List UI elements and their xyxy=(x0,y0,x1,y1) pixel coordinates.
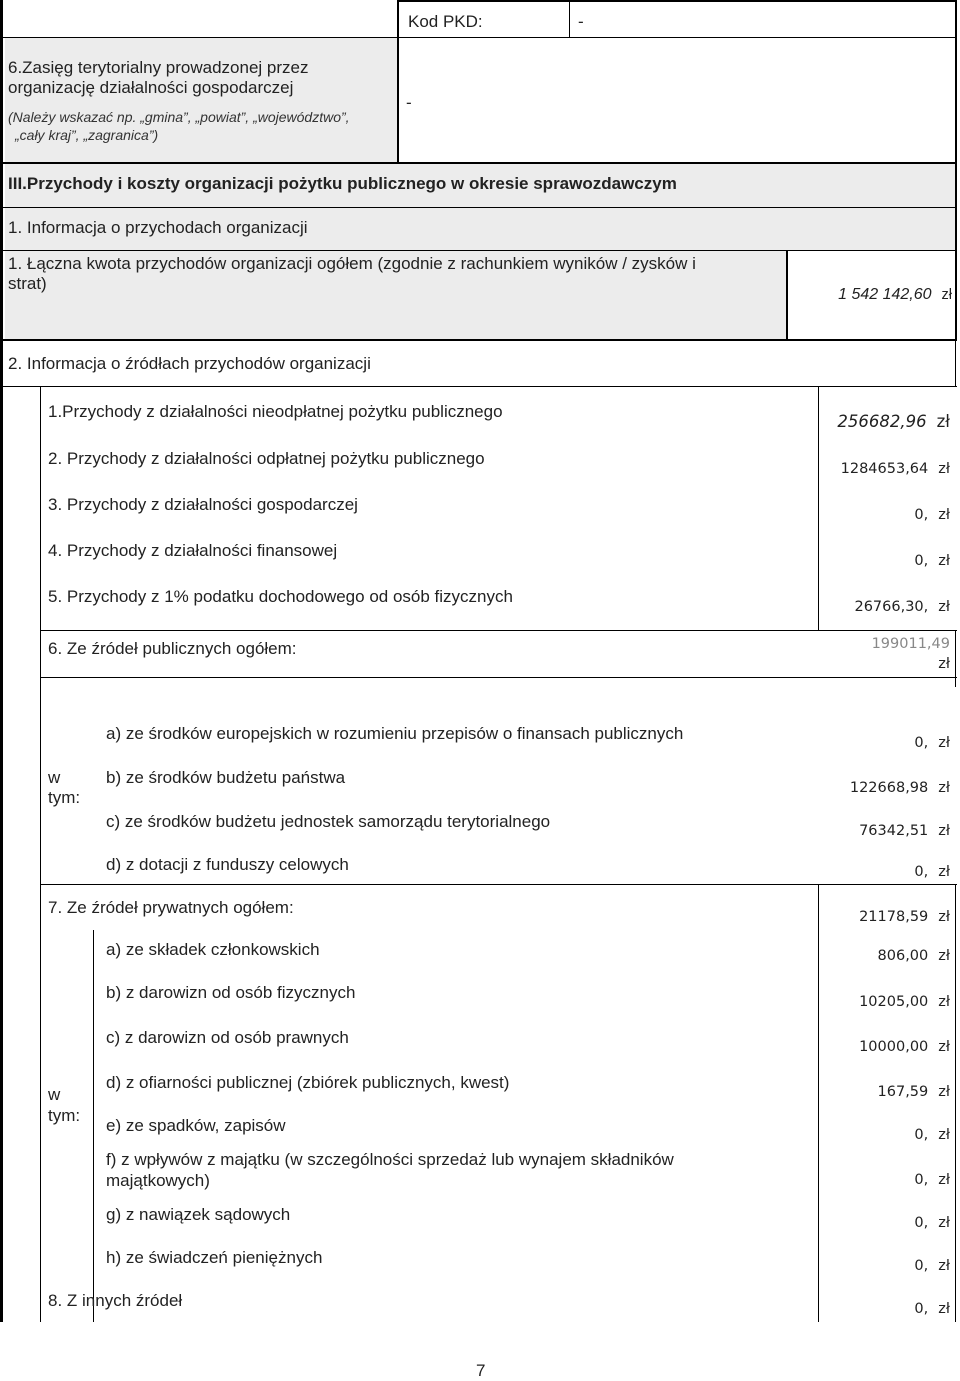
public-item-value: 76342,51 zł xyxy=(859,823,950,839)
in-which-label: tym: xyxy=(48,1106,81,1125)
income-row-value: 256682,96 zł xyxy=(837,412,950,431)
private-item-label: c) z darowizn od osób prawnych xyxy=(106,1028,349,1047)
private-item-value: 0, zł xyxy=(914,1172,950,1188)
scope-label-cell xyxy=(5,37,397,162)
private-item-value: 10000,00 zł xyxy=(859,1039,950,1055)
scope-hint-line2: „cały kraj”, „zagranica”) xyxy=(15,127,159,143)
public-item-value: 0, zł xyxy=(914,735,950,751)
income-row-label: 5. Przychody z 1% podatku dochodowego od osób fizycznych xyxy=(48,587,513,606)
public-item-label: b) ze środków budżetu państwa xyxy=(106,768,346,787)
scope-value: - xyxy=(406,93,412,112)
public-item-value: 0, zł xyxy=(914,864,950,880)
private-item-value: 167,59 zł xyxy=(877,1084,950,1100)
kod-pkd-label: Kod PKD: xyxy=(408,12,483,31)
income-row-label: 4. Przychody z działalności finansowej xyxy=(48,541,338,560)
income-row-value: 1284653,64 zł xyxy=(840,461,950,477)
private-sources-label: 7. Ze źródeł prywatnych ogółem: xyxy=(48,898,294,917)
public-item-value: 122668,98 zł xyxy=(849,780,950,796)
public-sources-label: 6. Ze źródeł publicznych ogółem: xyxy=(48,639,297,658)
other-sources-label: 8. Z innych źródeł xyxy=(48,1291,183,1310)
private-item-label: a) ze składek członkowskich xyxy=(106,940,320,959)
in-which-label: w xyxy=(48,1085,61,1104)
private-item-label: b) z darowizn od osób fizycznych xyxy=(106,983,356,1002)
scope-hint-line1: (Należy wskazać np. „gmina”, „powiat”, „województwo”, xyxy=(8,109,350,125)
private-item-label: f) z wpływów z majątku (w szczególności sprzedaż lub wynajem składników xyxy=(106,1150,674,1169)
kod-pkd-value: - xyxy=(578,12,584,31)
page-number: 7 xyxy=(476,1361,486,1380)
private-item-label: e) ze spadków, zapisów xyxy=(106,1116,286,1135)
scope-title-line2: organizację działalności gospodarczej xyxy=(8,78,294,97)
income-row-label: 2. Przychody z działalności odpłatnej pożytku publicznego xyxy=(48,449,485,468)
public-sources-currency: zł xyxy=(938,656,950,672)
private-item-value: 806,00 zł xyxy=(877,948,950,964)
income-row-value: 26766,30, zł xyxy=(854,599,950,615)
income-row-label: 3. Przychody z działalności gospodarczej xyxy=(48,495,358,514)
private-sources-value: 21178,59 zł xyxy=(859,909,950,925)
income-row-value: 0, zł xyxy=(914,507,950,523)
subsection-1-title: 1. Informacja o przychodach organizacji xyxy=(8,218,308,237)
private-item-value: 0, zł xyxy=(914,1215,950,1231)
public-sources-value: 199011,49 xyxy=(871,636,950,652)
public-item-label: c) ze środków budżetu jednostek samorządu terytorialnego xyxy=(106,812,551,831)
private-item-value: 10205,00 zł xyxy=(859,994,950,1010)
income-row-label: 1.Przychody z działalności nieodpłatnej pożytku publicznego xyxy=(48,402,503,421)
private-item-label: majątkowych) xyxy=(106,1171,210,1190)
private-item-label: d) z ofiarności publicznej (zbiórek publicznych, kwest) xyxy=(106,1073,510,1092)
in-which-label: tym: xyxy=(48,788,81,807)
other-sources-value: 0, zł xyxy=(914,1301,950,1317)
private-item-label: g) z nawiązek sądowych xyxy=(106,1205,291,1224)
scope-title-line1: 6.Zasięg terytorialny prowadzonej przez xyxy=(8,58,309,77)
total-label-line2: strat) xyxy=(8,274,47,293)
private-item-value: 0, zł xyxy=(914,1127,950,1143)
private-item-value: 0, zł xyxy=(914,1258,950,1274)
income-row-value: 0, zł xyxy=(914,553,950,569)
section-title: III.Przychody i koszty organizacji pożytku publicznego w okresie sprawozdawczym xyxy=(8,174,677,193)
in-which-label: w xyxy=(48,768,61,787)
total-amount: 1 542 142,60 zł xyxy=(838,286,952,303)
private-item-label: h) ze świadczeń pieniężnych xyxy=(106,1248,323,1267)
subsection-2-title: 2. Informacja o źródłach przychodów organizacji xyxy=(8,354,371,373)
public-item-label: d) z dotacji z funduszy celowych xyxy=(106,855,349,874)
public-item-label: a) ze środków europejskich w rozumieniu przepisów o finansach publicznych xyxy=(106,724,684,743)
total-label-line1: 1. Łączna kwota przychodów organizacji ogółem (zgodnie z rachunkiem wyników / zysków i xyxy=(8,254,696,273)
